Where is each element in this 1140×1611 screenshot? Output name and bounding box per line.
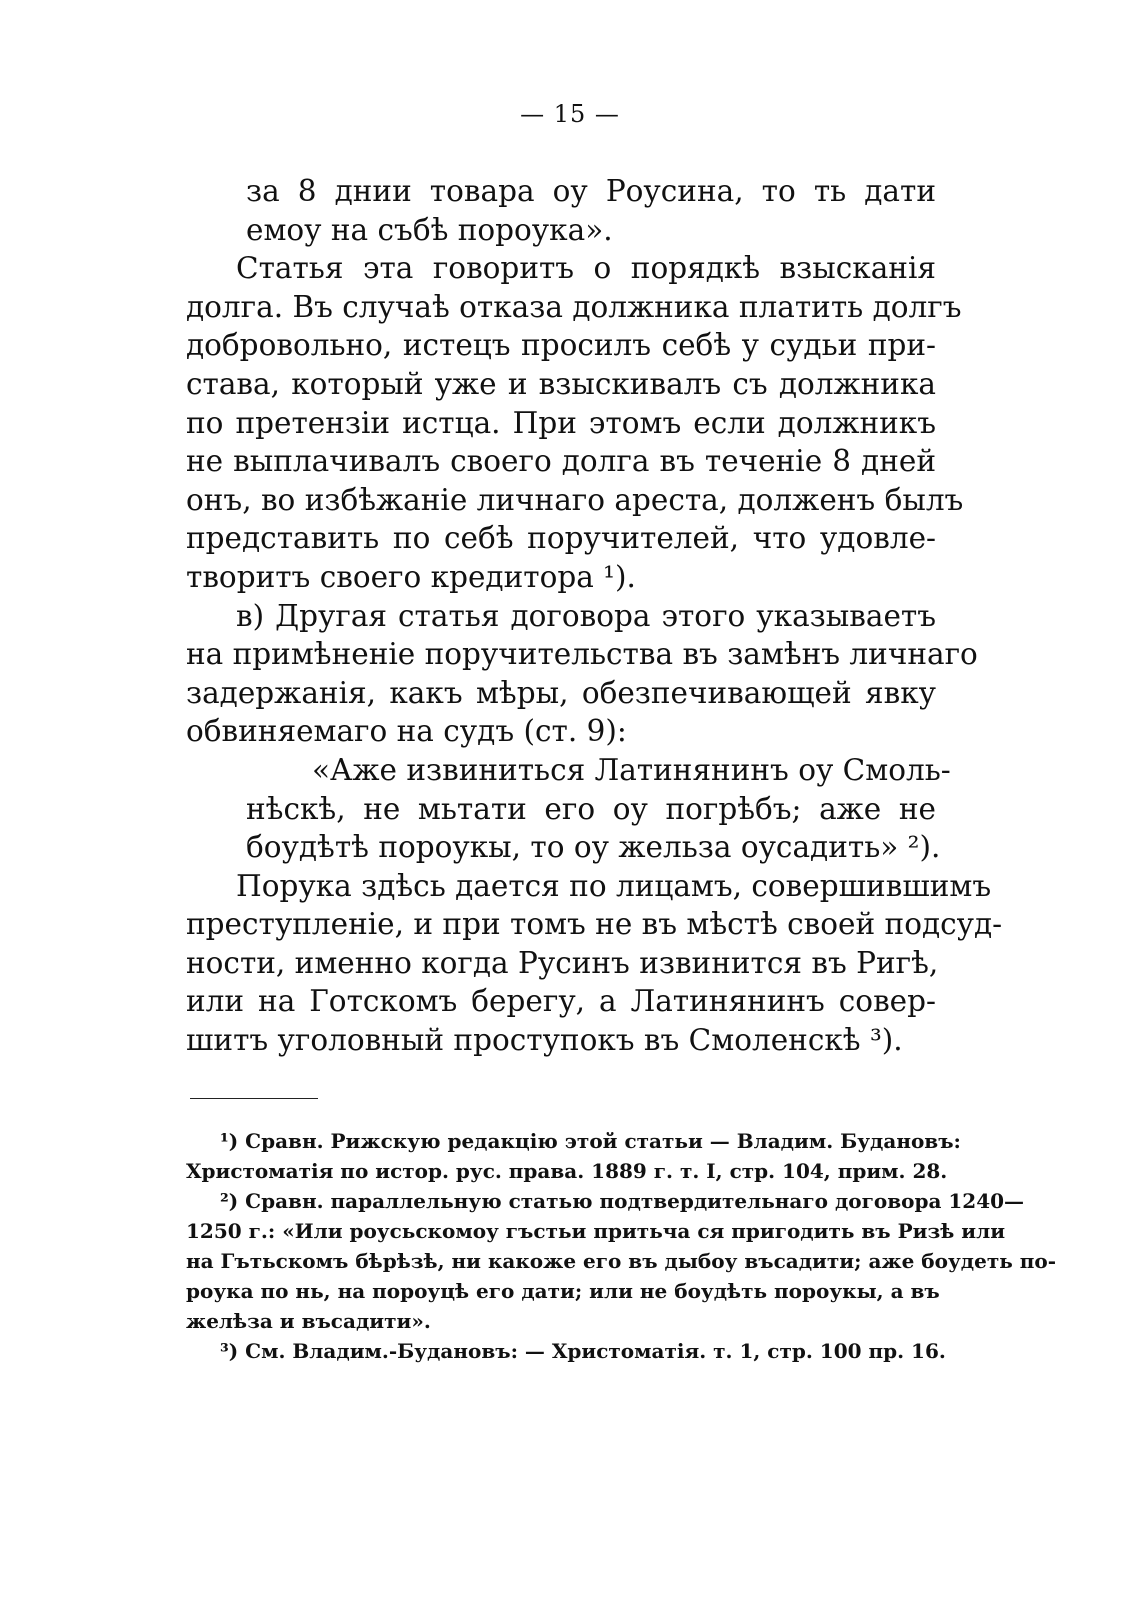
body-line: не выплачивалъ своего долга въ теченіе 8 дней [186,444,936,479]
body-text [186,172,1003,1060]
page-number: — 15 — [520,100,620,128]
body-line: представить по себѣ поручителей, что удовле- [186,521,936,556]
footnote-2-line: ²) Сравн. параллельную статью подтвердительнаго договора 1240— [220,1189,1025,1213]
body-line: преступленіе, и при томъ не въ мѣстѣ своей подсуд- [186,907,1003,942]
body-line: добровольно, истецъ просилъ себѣ у судьи при- [186,328,936,363]
body-line: обвиняемаго на судъ (ст. 9): [186,714,627,749]
body-line: по претензіи истца. При этомъ если должникъ [186,405,936,440]
footnote-2-line: на Гътьскомъ бѣрѣзѣ, ни какоже его въ дыбоу въсадити; аже боудеть по- [186,1249,1057,1273]
footnote-separator [190,1098,318,1099]
body-line: задержанія, какъ мѣры, обезпечивающей явку [186,675,936,710]
footnote-2-line: желѣза и въсадити». [186,1309,431,1333]
body-line: ности, именно когда Русинъ извинится въ Ригѣ, [186,945,939,980]
body-line: емоу на събѣ пороука». [246,212,613,247]
quote-line: «Аже извиниться Латинянинъ оу Смоль- [312,752,951,787]
body-line: творитъ своего кредитора ¹). [186,559,636,594]
quote-line: боудѣтѣ пороукы, то оу жельза оусадить» ²). [246,830,941,865]
footnote-2-line: 1250 г.: «Или роусьскомоу гъстьи притьча ся пригодить въ Ризѣ или [186,1219,1006,1243]
body-line: или на Готскомъ берегу, а Латинянинъ совер- [186,984,936,1019]
body-line: шитъ уголовный проступокъ въ Смоленскѣ ³). [186,1023,903,1058]
paragraph-start-line: Статья эта говоритъ о порядкѣ взысканія [236,251,936,286]
footnote-1-line: Христоматія по истор. рус. права. 1889 г. т. I, стр. 104, прим. 28. [186,1159,948,1183]
body-line: долга. Въ случаѣ отказа должника платить долгъ [186,289,962,324]
paragraph-start-line: Порука здѣсь дается по лицамъ, совершившимъ [236,868,992,903]
body-line: на примѣненіе поручительства въ замѣнъ личнаго [186,637,978,672]
footnotes [186,1126,1057,1366]
body-line: става, который уже и взыскивалъ съ должника [186,366,936,401]
footnote-1-line: ¹) Сравн. Рижскую редакцію этой статьи — Владим. Будановъ: [220,1129,961,1153]
quote-line: нѣскѣ, не мьтати его оу погрѣбъ; аже не [246,791,936,826]
body-line: онъ, во избѣжаніе личнаго ареста, долженъ былъ [186,482,964,517]
footnote-3-line: ³) См. Владим.-Будановъ: — Христоматія. т. 1, стр. 100 пр. 16. [220,1339,946,1363]
body-line: за 8 днии товара оу Роусина, то ть дати [246,174,936,208]
paragraph-start-line: в) Другая статья договора этого указываетъ [236,598,936,633]
footnote-2-line: роука по нь, на пороуцѣ его дати; или не боудѣть пороукы, а въ [186,1279,940,1303]
